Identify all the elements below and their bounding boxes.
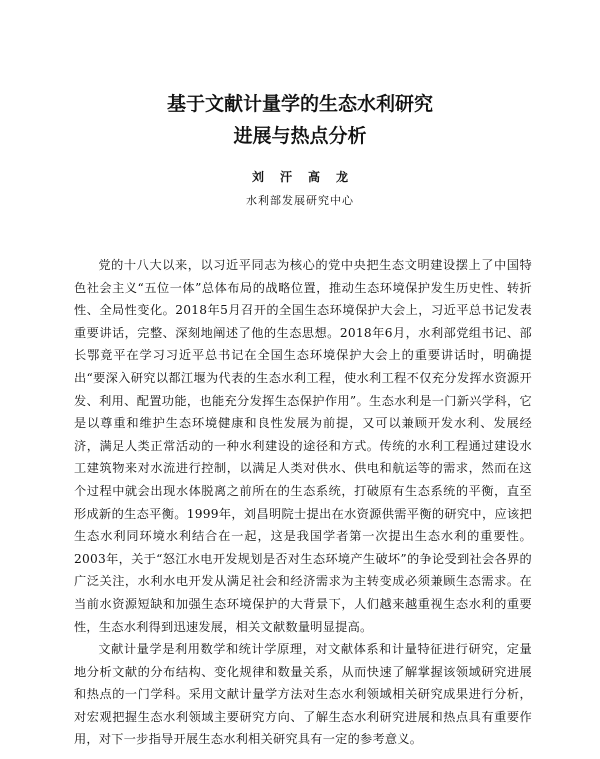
paragraph-2: 文献计量学是利用数学和统计学原理，对文献体系和计量特征进行研究，定量地分析文献的分布结构、变化规律和数量关系，从而快速了解掌握该领域研究进展和热点的一门学科。采用文献计量学方法对生态水利领域相关研究成果进行分析，对宏观把握生态水利领域主要研究方向、了解生态水利研究进展和热点具有重要作用，对下一步指导开展生态水利相关研究具有一定的参考意义。: [74, 642, 532, 747]
authors: 刘汗高龙: [251, 170, 364, 184]
body-text: [74, 254, 532, 751]
paragraph-1: 党的十八大以来，以习近平同志为核心的党中央把生态文明建设摆上了中国特色社会主义“五位一体”总体布局的战略位置，推动生态环境保护发生历史性、转折性、全局性变化。2018年5月召开的全国生态环境保护大会上，习近平总书记发表重要讲话，完整、深刻地阐述了他的生态思想。2018年6月，水利部党组书记、部长鄂竟平在学习习近平总书记在全国生态环境保护大会上的重要讲话时，明确提出“要深入研究以都江堰为代表的生态水利工程，使水利工程不仅充分发挥水资源开发、利用、配置功能，也能充分发挥生态保护作用”。生态水利是一门新兴学科，它是以尊重和维护生态环境健康和良性发展为前提，又可以兼顾开发水利、发展经济，满足人类正常活动的一种水利建设的途径和方式。传统的水利工程通过建设水工建筑物来对水流进行控制，以满足人类对供水、供电和航运等的需求，然而在这个过程中就会出现水体脱离之前所在的生态系统，打破原有生态系统的平衡，直至形成新的生态平衡。1999年，刘昌明院士提出在水资源供需平衡的研究中，应该把生态水利同环境水利结合在一起，这是我国学者第一次提出生态水利的重要性。2003年，关于“怒江水电开发规划是否对生态环境产生破坏”的争论受到社会各界的广泛关注，水利水电开发从满足社会和经济需求为主转变成必须兼顾生态需求。在当前水资源短缺和加强生态环境保护的大背景下，人们越来越重视生态水利的重要性，生态水利得到迅速发展，相关文献数量明显提高。: [74, 258, 532, 634]
affiliation: 水利部发展研究中心: [246, 194, 354, 207]
paper-title-line-1: 基于文献计量学的生态水利研究: [166, 93, 433, 115]
paper-title-line-2: 进展与热点分析: [233, 125, 367, 147]
